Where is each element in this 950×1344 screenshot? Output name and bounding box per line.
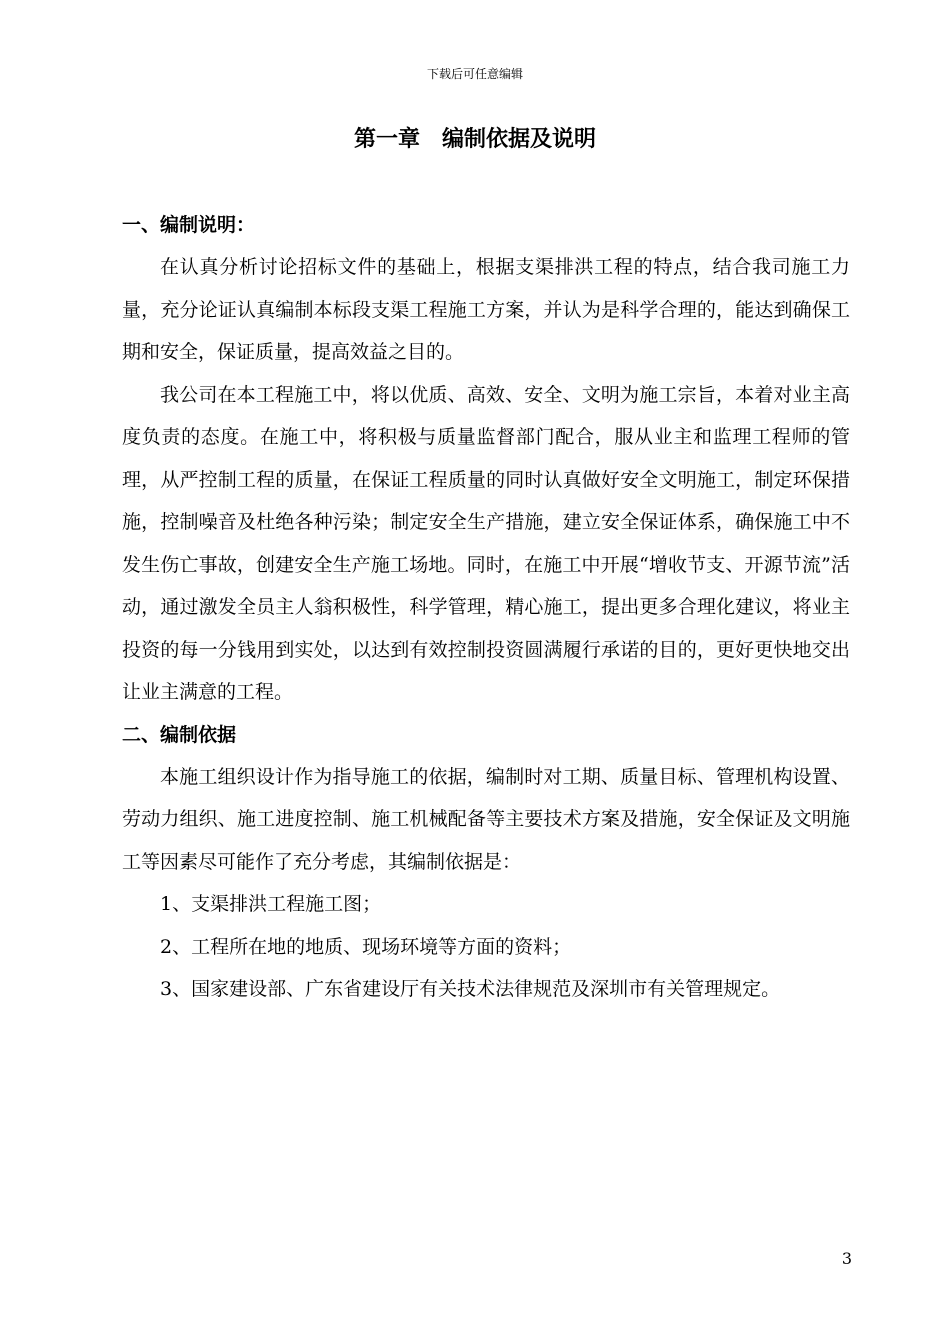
paragraph: 我公司在本工程施工中，将以优质、高效、安全、文明为施工宗旨，本着对业主高度负责的态度。在施工中，将积极与质量监督部门配合，服从业主和监理工程师的管理，从严控制工程的质量，在保证工程质量的同时认真做好安全文明施工，制定环保措施，控制噪音及杜绝各种污染；制定安全生产措施，建立安全保证体系，确保施工中不发生伤亡事故，创建安全生产施工场地。同时，在施工中开展“增收节支、开源节流”活动，通过激发全员主人翁积极性，科学管理，精心施工，提出更多合理化建议，将业主投资的每一分钱用到实处，以达到有效控制投资圆满履行承诺的目的，更好更快地交出让业主满意的工程。 — [122, 383, 850, 703]
chapter-title: 第一章 编制依据及说明 — [353, 126, 596, 152]
page-content — [122, 204, 850, 1011]
page-number: 3 — [841, 1249, 852, 1268]
list-item: 2、工程所在地的地质、现场环境等方面的资料； — [160, 935, 572, 958]
section-heading-compilation-basis: 二、编制依据 — [122, 723, 237, 746]
paragraph: 本施工组织设计作为指导施工的依据，编制时对工期、质量目标、管理机构设置、劳动力组织、施工进度控制、施工机械配备等主要技术方案及措施，安全保证及文明施工等因素尽可能作了充分考虑，其编制依据是： — [122, 765, 850, 873]
paragraph: 在认真分析讨论招标文件的基础上，根据支渠排洪工程的特点，结合我司施工力量，充分论证认真编制本标段支渠工程施工方案，并认为是科学合理的，能达到确保工期和安全，保证质量，提高效益之目的。 — [122, 256, 850, 363]
list-item: 3、国家建设部、广东省建设厅有关技术法律规范及深圳市有关管理规定。 — [160, 978, 781, 1000]
list-item: 1、支渠排洪工程施工图； — [160, 893, 382, 915]
section-heading-compilation-notes: 一、编制说明： — [122, 214, 256, 236]
header-note: 下载后可任意编辑 — [426, 67, 523, 81]
